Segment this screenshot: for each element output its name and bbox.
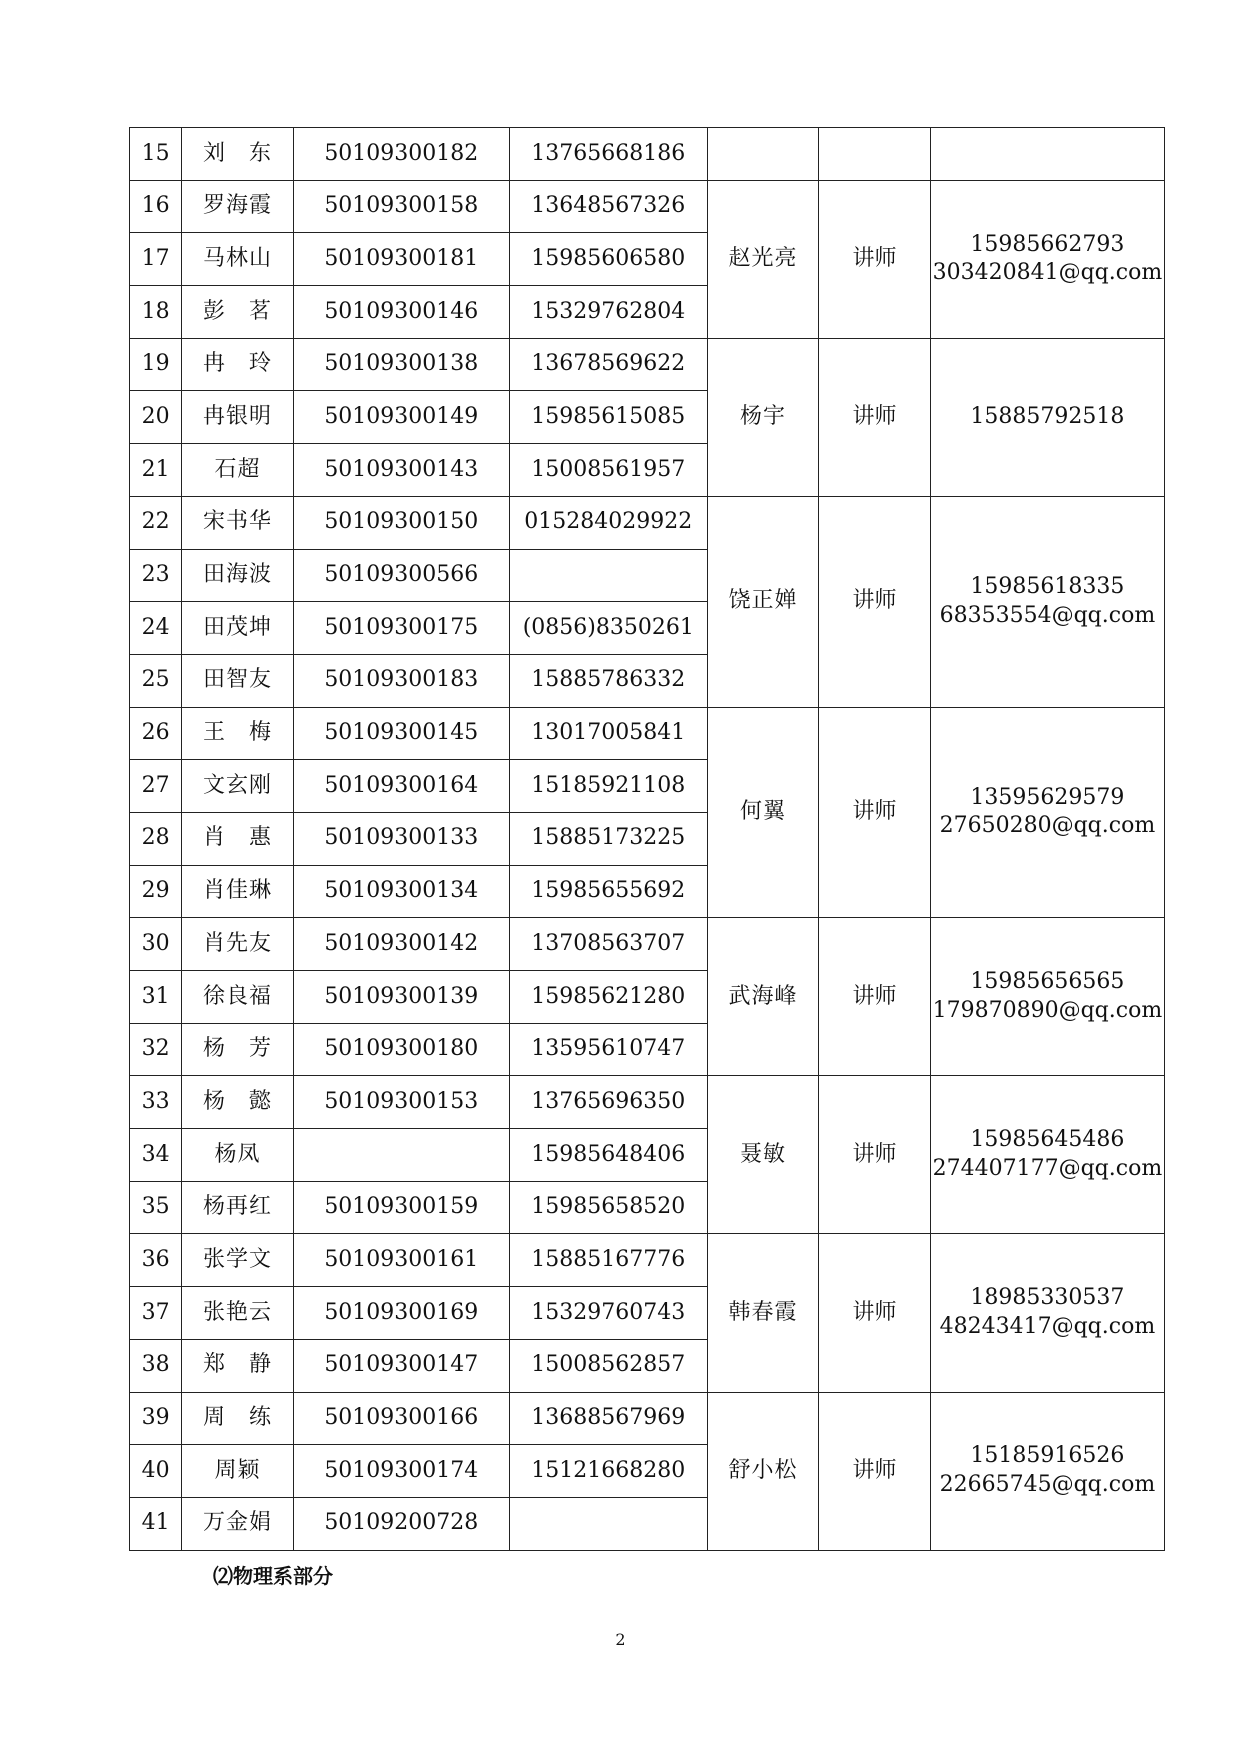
advisor-contact bbox=[930, 128, 1164, 181]
row-number: 39 bbox=[130, 1392, 182, 1445]
advisor-email: 303420841@qq.com bbox=[932, 260, 1163, 286]
student-name: 郑 静 bbox=[182, 1339, 294, 1392]
student-id: 50109300149 bbox=[293, 391, 509, 444]
advisor-email: 274407177@qq.com bbox=[932, 1155, 1163, 1181]
student-phone: 015284029922 bbox=[509, 496, 707, 549]
student-phone: 15985621280 bbox=[509, 971, 707, 1024]
advisor-email: 22665745@qq.com bbox=[939, 1472, 1156, 1498]
student-phone: 13648567326 bbox=[509, 180, 707, 233]
student-id: 50109300147 bbox=[293, 1339, 509, 1392]
student-name: 肖先友 bbox=[182, 918, 294, 971]
row-number: 18 bbox=[130, 286, 182, 339]
student-name: 肖 惠 bbox=[182, 812, 294, 865]
student-id: 50109300164 bbox=[293, 760, 509, 813]
advisor-title: 讲师 bbox=[819, 496, 931, 707]
advisor-contact bbox=[930, 1234, 1164, 1392]
advisor-email: 179870890@qq.com bbox=[932, 997, 1163, 1023]
advisor-title: 讲师 bbox=[819, 707, 931, 918]
student-name: 宋书华 bbox=[182, 496, 294, 549]
student-phone: 15985648406 bbox=[509, 1129, 707, 1182]
student-phone: 13708563707 bbox=[509, 918, 707, 971]
advisor-title: 讲师 bbox=[819, 338, 931, 496]
advisor-contact bbox=[930, 918, 1164, 1076]
student-name: 肖佳琳 bbox=[182, 865, 294, 918]
row-number: 17 bbox=[130, 233, 182, 286]
advisor-name: 杨宇 bbox=[707, 338, 819, 496]
advisor-name: 饶正婵 bbox=[707, 496, 819, 707]
advisor-name: 武海峰 bbox=[707, 918, 819, 1076]
student-phone: 15008562857 bbox=[509, 1339, 707, 1392]
student-phone: 15329762804 bbox=[509, 286, 707, 339]
student-name: 石超 bbox=[182, 444, 294, 497]
student-name: 杨 懿 bbox=[182, 1076, 294, 1129]
advisor-contact bbox=[930, 338, 1164, 496]
row-number: 36 bbox=[130, 1234, 182, 1287]
student-phone: 13595610747 bbox=[509, 1023, 707, 1076]
advisor-name: 韩春霞 bbox=[707, 1234, 819, 1392]
student-phone: 15885167776 bbox=[509, 1234, 707, 1287]
student-id: 50109300169 bbox=[293, 1287, 509, 1340]
section-heading: ⑵物理系部分 bbox=[213, 1564, 333, 1588]
table-row bbox=[130, 1392, 1165, 1445]
advisor-name bbox=[707, 128, 819, 181]
student-phone: 15985606580 bbox=[509, 233, 707, 286]
advisor-phone: 15985618335 bbox=[970, 574, 1125, 600]
table-row bbox=[130, 707, 1165, 760]
student-id: 50109300182 bbox=[293, 128, 509, 181]
student-phone: 15008561957 bbox=[509, 444, 707, 497]
student-name: 杨再红 bbox=[182, 1181, 294, 1234]
advisor-title: 讲师 bbox=[819, 1076, 931, 1234]
row-number: 32 bbox=[130, 1023, 182, 1076]
advisor-phone: 18985330537 bbox=[970, 1285, 1125, 1311]
student-phone: 15885786332 bbox=[509, 654, 707, 707]
student-phone bbox=[509, 549, 707, 602]
table-row bbox=[130, 338, 1165, 391]
student-name: 万金娟 bbox=[182, 1497, 294, 1550]
advisor-title: 讲师 bbox=[819, 1392, 931, 1550]
row-number: 19 bbox=[130, 338, 182, 391]
student-phone bbox=[509, 1497, 707, 1550]
student-name: 张学文 bbox=[182, 1234, 294, 1287]
student-id: 50109300143 bbox=[293, 444, 509, 497]
advisor-phone: 15185916526 bbox=[970, 1443, 1125, 1469]
student-id: 50109300133 bbox=[293, 812, 509, 865]
table-row bbox=[130, 496, 1165, 549]
student-phone: 15121668280 bbox=[509, 1445, 707, 1498]
student-phone: 15985658520 bbox=[509, 1181, 707, 1234]
student-name: 杨凤 bbox=[182, 1129, 294, 1182]
student-name: 田智友 bbox=[182, 654, 294, 707]
student-id: 50109300175 bbox=[293, 602, 509, 655]
student-id: 50109300150 bbox=[293, 496, 509, 549]
student-id: 50109300153 bbox=[293, 1076, 509, 1129]
student-id: 50109300146 bbox=[293, 286, 509, 339]
row-number: 31 bbox=[130, 971, 182, 1024]
advisor-name: 何翼 bbox=[707, 707, 819, 918]
student-id: 50109300161 bbox=[293, 1234, 509, 1287]
advisor-email: 48243417@qq.com bbox=[939, 1313, 1156, 1339]
row-number: 21 bbox=[130, 444, 182, 497]
row-number: 26 bbox=[130, 707, 182, 760]
student-phone: 15885173225 bbox=[509, 812, 707, 865]
student-name: 徐良福 bbox=[182, 971, 294, 1024]
row-number: 40 bbox=[130, 1445, 182, 1498]
row-number: 37 bbox=[130, 1287, 182, 1340]
advisor-name: 赵光亮 bbox=[707, 180, 819, 338]
row-number: 35 bbox=[130, 1181, 182, 1234]
advisor-phone: 15885792518 bbox=[970, 403, 1125, 429]
student-id bbox=[293, 1129, 509, 1182]
advisor-phone: 15985656565 bbox=[970, 969, 1125, 995]
student-id: 50109200728 bbox=[293, 1497, 509, 1550]
row-number: 15 bbox=[130, 128, 182, 181]
row-number: 28 bbox=[130, 812, 182, 865]
student-name: 刘 东 bbox=[182, 128, 294, 181]
student-id: 50109300158 bbox=[293, 180, 509, 233]
student-phone: 13765696350 bbox=[509, 1076, 707, 1129]
table-row bbox=[130, 1076, 1165, 1129]
advisor-title: 讲师 bbox=[819, 180, 931, 338]
advisor-phone: 13595629579 bbox=[970, 784, 1125, 810]
student-id: 50109300566 bbox=[293, 549, 509, 602]
advisor-title: 讲师 bbox=[819, 1234, 931, 1392]
student-name: 周颖 bbox=[182, 1445, 294, 1498]
advisor-contact bbox=[930, 496, 1164, 707]
student-phone: (0856)8350261 bbox=[509, 602, 707, 655]
student-name: 田茂坤 bbox=[182, 602, 294, 655]
student-phone: 15185921108 bbox=[509, 760, 707, 813]
student-phone: 15329760743 bbox=[509, 1287, 707, 1340]
advisor-title: 讲师 bbox=[819, 918, 931, 1076]
student-id: 50109300180 bbox=[293, 1023, 509, 1076]
student-name: 周 练 bbox=[182, 1392, 294, 1445]
advisor-contact bbox=[930, 180, 1164, 338]
row-number: 20 bbox=[130, 391, 182, 444]
advisor-title bbox=[819, 128, 931, 181]
student-id: 50109300166 bbox=[293, 1392, 509, 1445]
advisor-name: 舒小松 bbox=[707, 1392, 819, 1550]
student-name: 张艳云 bbox=[182, 1287, 294, 1340]
row-number: 30 bbox=[130, 918, 182, 971]
row-number: 23 bbox=[130, 549, 182, 602]
page-number: 2 bbox=[615, 1630, 626, 1649]
student-name: 王 梅 bbox=[182, 707, 294, 760]
table-row bbox=[130, 128, 1165, 181]
advisor-phone: 15985662793 bbox=[970, 231, 1125, 257]
row-number: 38 bbox=[130, 1339, 182, 1392]
student-id: 50109300183 bbox=[293, 654, 509, 707]
advisor-email: 27650280@qq.com bbox=[939, 813, 1156, 839]
student-phone: 13765668186 bbox=[509, 128, 707, 181]
advisor-name: 聂敏 bbox=[707, 1076, 819, 1234]
student-name: 冉银明 bbox=[182, 391, 294, 444]
row-number: 29 bbox=[130, 865, 182, 918]
row-number: 25 bbox=[130, 654, 182, 707]
table-row bbox=[130, 180, 1165, 233]
advisor-contact bbox=[930, 1076, 1164, 1234]
student-id: 50109300145 bbox=[293, 707, 509, 760]
student-name: 罗海霞 bbox=[182, 180, 294, 233]
row-number: 16 bbox=[130, 180, 182, 233]
student-id: 50109300134 bbox=[293, 865, 509, 918]
advisor-phone: 15985645486 bbox=[970, 1127, 1125, 1153]
student-advisor-table bbox=[129, 127, 1165, 1551]
student-name: 田海波 bbox=[182, 549, 294, 602]
advisor-contact bbox=[930, 1392, 1164, 1550]
student-id: 50109300159 bbox=[293, 1181, 509, 1234]
student-name: 马林山 bbox=[182, 233, 294, 286]
student-name: 文玄刚 bbox=[182, 760, 294, 813]
row-number: 41 bbox=[130, 1497, 182, 1550]
advisor-email: 68353554@qq.com bbox=[939, 602, 1156, 628]
student-id: 50109300139 bbox=[293, 971, 509, 1024]
student-phone: 15985615085 bbox=[509, 391, 707, 444]
row-number: 27 bbox=[130, 760, 182, 813]
student-name: 杨 芳 bbox=[182, 1023, 294, 1076]
advisor-contact bbox=[930, 707, 1164, 918]
student-id: 50109300138 bbox=[293, 338, 509, 391]
row-number: 22 bbox=[130, 496, 182, 549]
student-phone: 13678569622 bbox=[509, 338, 707, 391]
student-phone: 15985655692 bbox=[509, 865, 707, 918]
student-name: 彭 茗 bbox=[182, 286, 294, 339]
row-number: 24 bbox=[130, 602, 182, 655]
table-row bbox=[130, 1234, 1165, 1287]
row-number: 33 bbox=[130, 1076, 182, 1129]
table-row bbox=[130, 918, 1165, 971]
student-id: 50109300181 bbox=[293, 233, 509, 286]
student-name: 冉 玲 bbox=[182, 338, 294, 391]
student-id: 50109300142 bbox=[293, 918, 509, 971]
row-number: 34 bbox=[130, 1129, 182, 1182]
student-phone: 13017005841 bbox=[509, 707, 707, 760]
student-id: 50109300174 bbox=[293, 1445, 509, 1498]
student-phone: 13688567969 bbox=[509, 1392, 707, 1445]
